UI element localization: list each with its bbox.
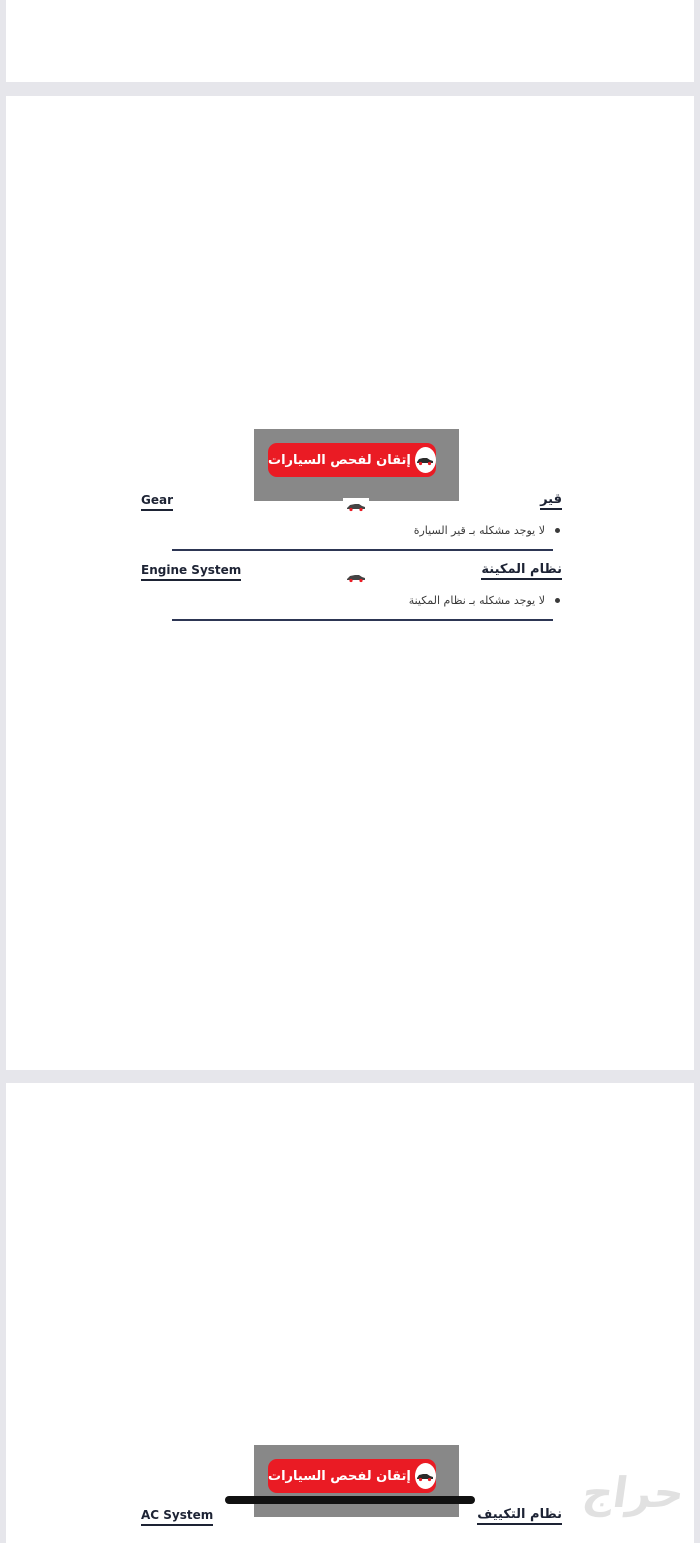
- brand-banner: [254, 429, 459, 501]
- brand-banner: [254, 1445, 459, 1517]
- section-title-en-engine: Engine System: [141, 563, 241, 581]
- home-indicator[interactable]: [225, 1496, 475, 1504]
- brand-pill: [268, 443, 436, 477]
- brand-name: إتقان لفحص السيارات: [268, 1468, 411, 1484]
- list-item: [409, 594, 560, 607]
- note-text: لا يوجد مشكله بـ قير السيارة: [413, 524, 545, 537]
- list-item: [414, 524, 560, 537]
- section-divider: [172, 549, 553, 551]
- bullet: [555, 598, 560, 603]
- brand-pill: [268, 1459, 436, 1493]
- haraj-watermark: حراج: [579, 1468, 688, 1517]
- document-page: [6, 96, 694, 1070]
- section-title-en-ac: AC System: [141, 1508, 213, 1526]
- car-logo-small-icon: [343, 569, 369, 583]
- bullet: [555, 528, 560, 533]
- brand-name: إتقان لفحص السيارات: [268, 452, 411, 468]
- car-check-icon: [415, 447, 436, 473]
- car-check-icon: [415, 1463, 436, 1489]
- section-divider: [172, 619, 553, 621]
- section-title-ar-ac: نظام التكييف: [477, 1507, 562, 1525]
- section-title-ar-engine: نظام المكينة: [481, 562, 562, 580]
- car-logo-small-icon: [343, 498, 369, 512]
- section-title-ar-gear: قير: [540, 492, 562, 510]
- note-text: لا يوجد مشكله بـ نظام المكينة: [408, 594, 545, 607]
- section-title-en-gear: Gear: [141, 493, 173, 511]
- document-page-top: [6, 0, 694, 82]
